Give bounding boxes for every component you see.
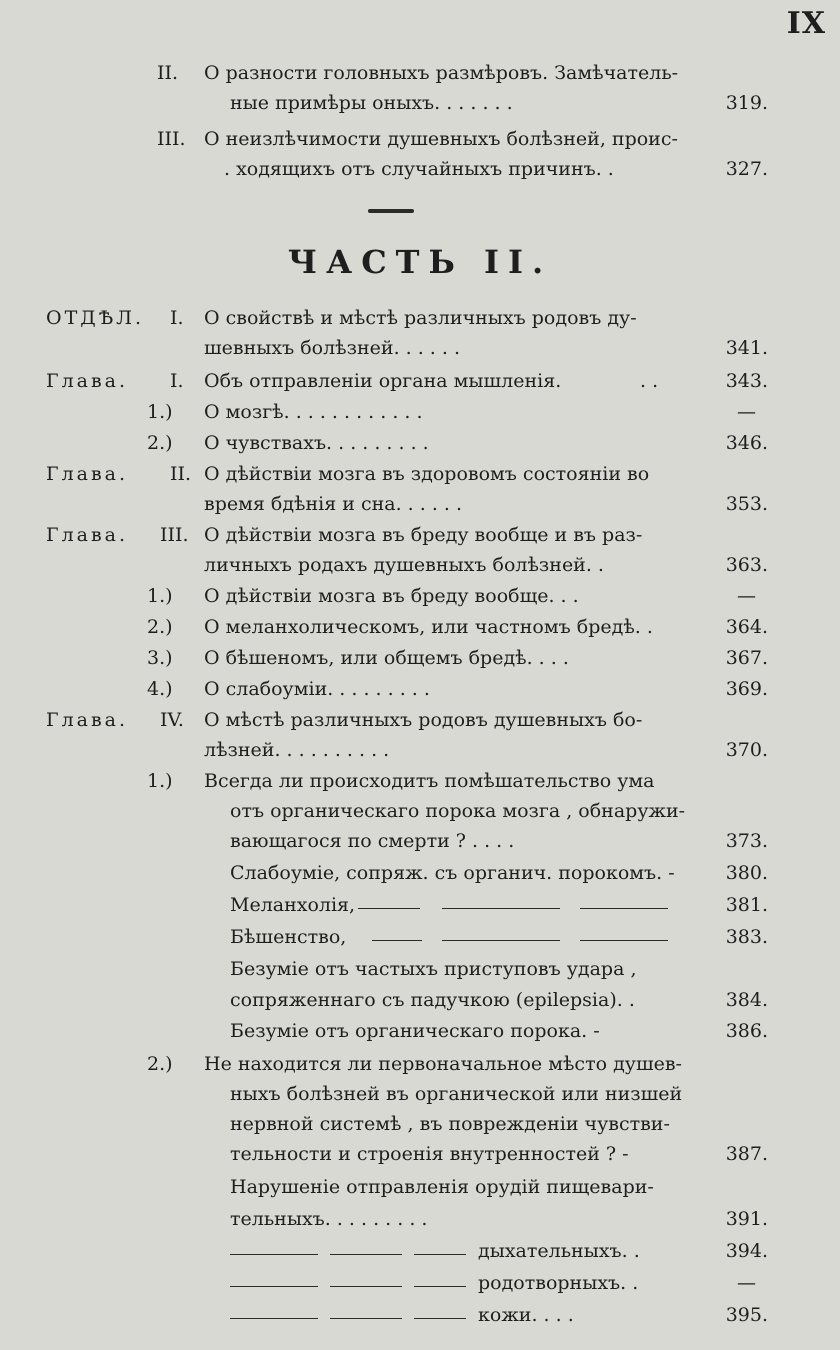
item-page: 364. bbox=[725, 616, 768, 638]
item-text: О дѣйствіи мозга въ бреду вообще. . . bbox=[204, 585, 579, 607]
item-text: О мозгѣ. . . . . . . . . . . . bbox=[204, 401, 423, 423]
section-page: 341. bbox=[725, 337, 768, 359]
page-number: IX bbox=[786, 6, 826, 41]
subitem-text: Нарушеніе отправленія орудій пищевари- bbox=[230, 1176, 654, 1198]
entry-page: 327. bbox=[725, 158, 768, 180]
ditto-rule bbox=[330, 1254, 402, 1255]
chapter-page: 363. bbox=[725, 554, 768, 576]
subitem-text: Меланхолія, bbox=[230, 894, 356, 916]
item-number: 2.) bbox=[147, 1053, 173, 1075]
entry-text: О неизлѣчимости душевныхъ болѣзней, проис- bbox=[204, 128, 678, 150]
item-page: 367. bbox=[725, 647, 768, 669]
subitem-page: 394. bbox=[725, 1240, 768, 1262]
item-text: нервной системѣ , въ поврежденіи чувстви- bbox=[230, 1113, 670, 1135]
subitem-text: дыхательныхъ. . bbox=[478, 1240, 640, 1262]
item-number: 2.) bbox=[147, 616, 173, 638]
subitem-page: 386. bbox=[725, 1020, 768, 1042]
chapter-text: лѣзней. . . . . . . . . . bbox=[204, 739, 390, 761]
ditto-rule bbox=[230, 1318, 318, 1319]
item-text: О бѣшеномъ, или общемъ бредѣ. . . . bbox=[204, 647, 569, 669]
chapter-text: Объ отправленіи органа мышленія. bbox=[204, 370, 562, 392]
subitem-page: 383. bbox=[725, 926, 768, 948]
subitem-page: — bbox=[737, 1272, 756, 1294]
subitem-text: Слабоуміе, сопряж. съ органич. порокомъ. - bbox=[230, 862, 675, 884]
chapter-number: I. bbox=[170, 370, 184, 392]
item-number: 3.) bbox=[147, 647, 173, 669]
item-page: — bbox=[737, 585, 756, 607]
item-page: 373. bbox=[725, 830, 768, 852]
item-page: — bbox=[737, 401, 756, 423]
section-number: I. bbox=[170, 307, 184, 329]
chapter-number: IV. bbox=[160, 709, 184, 731]
item-number: 1.) bbox=[147, 401, 173, 423]
ditto-rule bbox=[580, 908, 668, 909]
ditto-rule bbox=[414, 1318, 466, 1319]
item-number: 2.) bbox=[147, 432, 173, 454]
subitem-page: 384. bbox=[725, 989, 768, 1011]
chapter-page: 370. bbox=[725, 739, 768, 761]
chapter-page: 353. bbox=[725, 493, 768, 515]
ditto-rule bbox=[230, 1286, 318, 1287]
subitem-text: Бѣшенство, bbox=[230, 926, 347, 948]
subitem-text: Безуміе отъ органическаго порока. - bbox=[230, 1020, 600, 1042]
ditto-rule bbox=[330, 1286, 402, 1287]
item-number: 1.) bbox=[147, 770, 173, 792]
chapter-label: Глава. bbox=[46, 524, 129, 546]
item-text: Не находится ли первоначальное мѣсто душев- bbox=[204, 1053, 682, 1075]
chapter-text: время бдѣнія и сна. . . . . . bbox=[204, 493, 463, 515]
subitem-text: сопряженнаго съ падучкою (epilepsia). . bbox=[230, 989, 635, 1011]
ditto-rule bbox=[414, 1254, 466, 1255]
chapter-text: О дѣйствіи мозга въ бреду вообще и въ раз- bbox=[204, 524, 643, 546]
item-text: тельности и строенія внутренностей ? - bbox=[230, 1143, 629, 1165]
entry-text: О разности головныхъ размѣровъ. Замѣчатель- bbox=[204, 62, 679, 84]
item-text: Всегда ли происходитъ помѣшательство ума bbox=[204, 770, 655, 792]
chapter-page: 343. bbox=[725, 370, 768, 392]
ditto-rule bbox=[442, 908, 560, 909]
item-text: О чувствахъ. . . . . . . . . bbox=[204, 432, 429, 454]
part-title: ЧАСТЬ II. bbox=[287, 243, 553, 281]
ditto-rule bbox=[372, 940, 422, 941]
item-text: отъ органическаго порока мозга , обнаружи- bbox=[230, 800, 686, 822]
subitem-text: кожи. . . . bbox=[478, 1304, 574, 1326]
chapter-label: Глава. bbox=[46, 709, 129, 731]
item-text: О меланхолическомъ, или частномъ бредѣ. . bbox=[204, 616, 653, 638]
chapter-number: III. bbox=[160, 524, 189, 546]
section-label: ОТДѢЛ. bbox=[46, 307, 145, 329]
ditto-rule bbox=[580, 940, 668, 941]
item-number: 1.) bbox=[147, 585, 173, 607]
entry-text: ные примѣры оныхъ. . . . . . . bbox=[230, 92, 513, 114]
subitem-page: 381. bbox=[725, 894, 768, 916]
chapter-number: II. bbox=[170, 463, 192, 485]
subitem-page: 395. bbox=[725, 1304, 768, 1326]
divider-rule bbox=[368, 209, 414, 213]
ditto-rule bbox=[230, 1254, 318, 1255]
subitem-text: Безуміе отъ частыхъ приступовъ удара , bbox=[230, 958, 637, 980]
item-page: 369. bbox=[725, 678, 768, 700]
item-text: О слабоуміи. . . . . . . . . bbox=[204, 678, 430, 700]
entry-number: III. bbox=[157, 128, 186, 150]
subitem-page: 391. bbox=[725, 1208, 768, 1230]
ditto-rule bbox=[442, 940, 560, 941]
chapter-text: личныхъ родахъ душевныхъ болѣзней. . bbox=[204, 554, 604, 576]
item-page: 387. bbox=[725, 1143, 768, 1165]
item-number: 4.) bbox=[147, 678, 173, 700]
section-text: О свойствѣ и мѣстѣ различныхъ родовъ ду- bbox=[204, 307, 637, 329]
chapter-label: Глава. bbox=[46, 463, 129, 485]
subitem-page: 380. bbox=[725, 862, 768, 884]
ditto-rule bbox=[414, 1286, 466, 1287]
ditto-rule bbox=[330, 1318, 402, 1319]
subitem-text: родотворныхъ. . bbox=[478, 1272, 639, 1294]
entry-number: II. bbox=[157, 62, 179, 84]
entry-page: 319. bbox=[725, 92, 768, 114]
item-text: ныхъ болѣзней въ органической или низшей bbox=[230, 1083, 683, 1105]
section-text: шевныхъ болѣзней. . . . . . bbox=[204, 337, 461, 359]
entry-text: . ходящихъ отъ случайныхъ причинъ. . bbox=[224, 158, 614, 180]
item-text: вающагося по смерти ? . . . . bbox=[230, 830, 515, 852]
ditto-rule bbox=[358, 908, 420, 909]
item-page: 346. bbox=[725, 432, 768, 454]
chapter-text: О дѣйствіи мозга въ здоровомъ состояніи во bbox=[204, 463, 650, 485]
chapter-dots: . . bbox=[640, 370, 659, 392]
subitem-text: тельныхъ. . . . . . . . . bbox=[230, 1208, 428, 1230]
chapter-text: О мѣстѣ различныхъ родовъ душевныхъ бо- bbox=[204, 709, 643, 731]
chapter-label: Глава. bbox=[46, 370, 129, 392]
